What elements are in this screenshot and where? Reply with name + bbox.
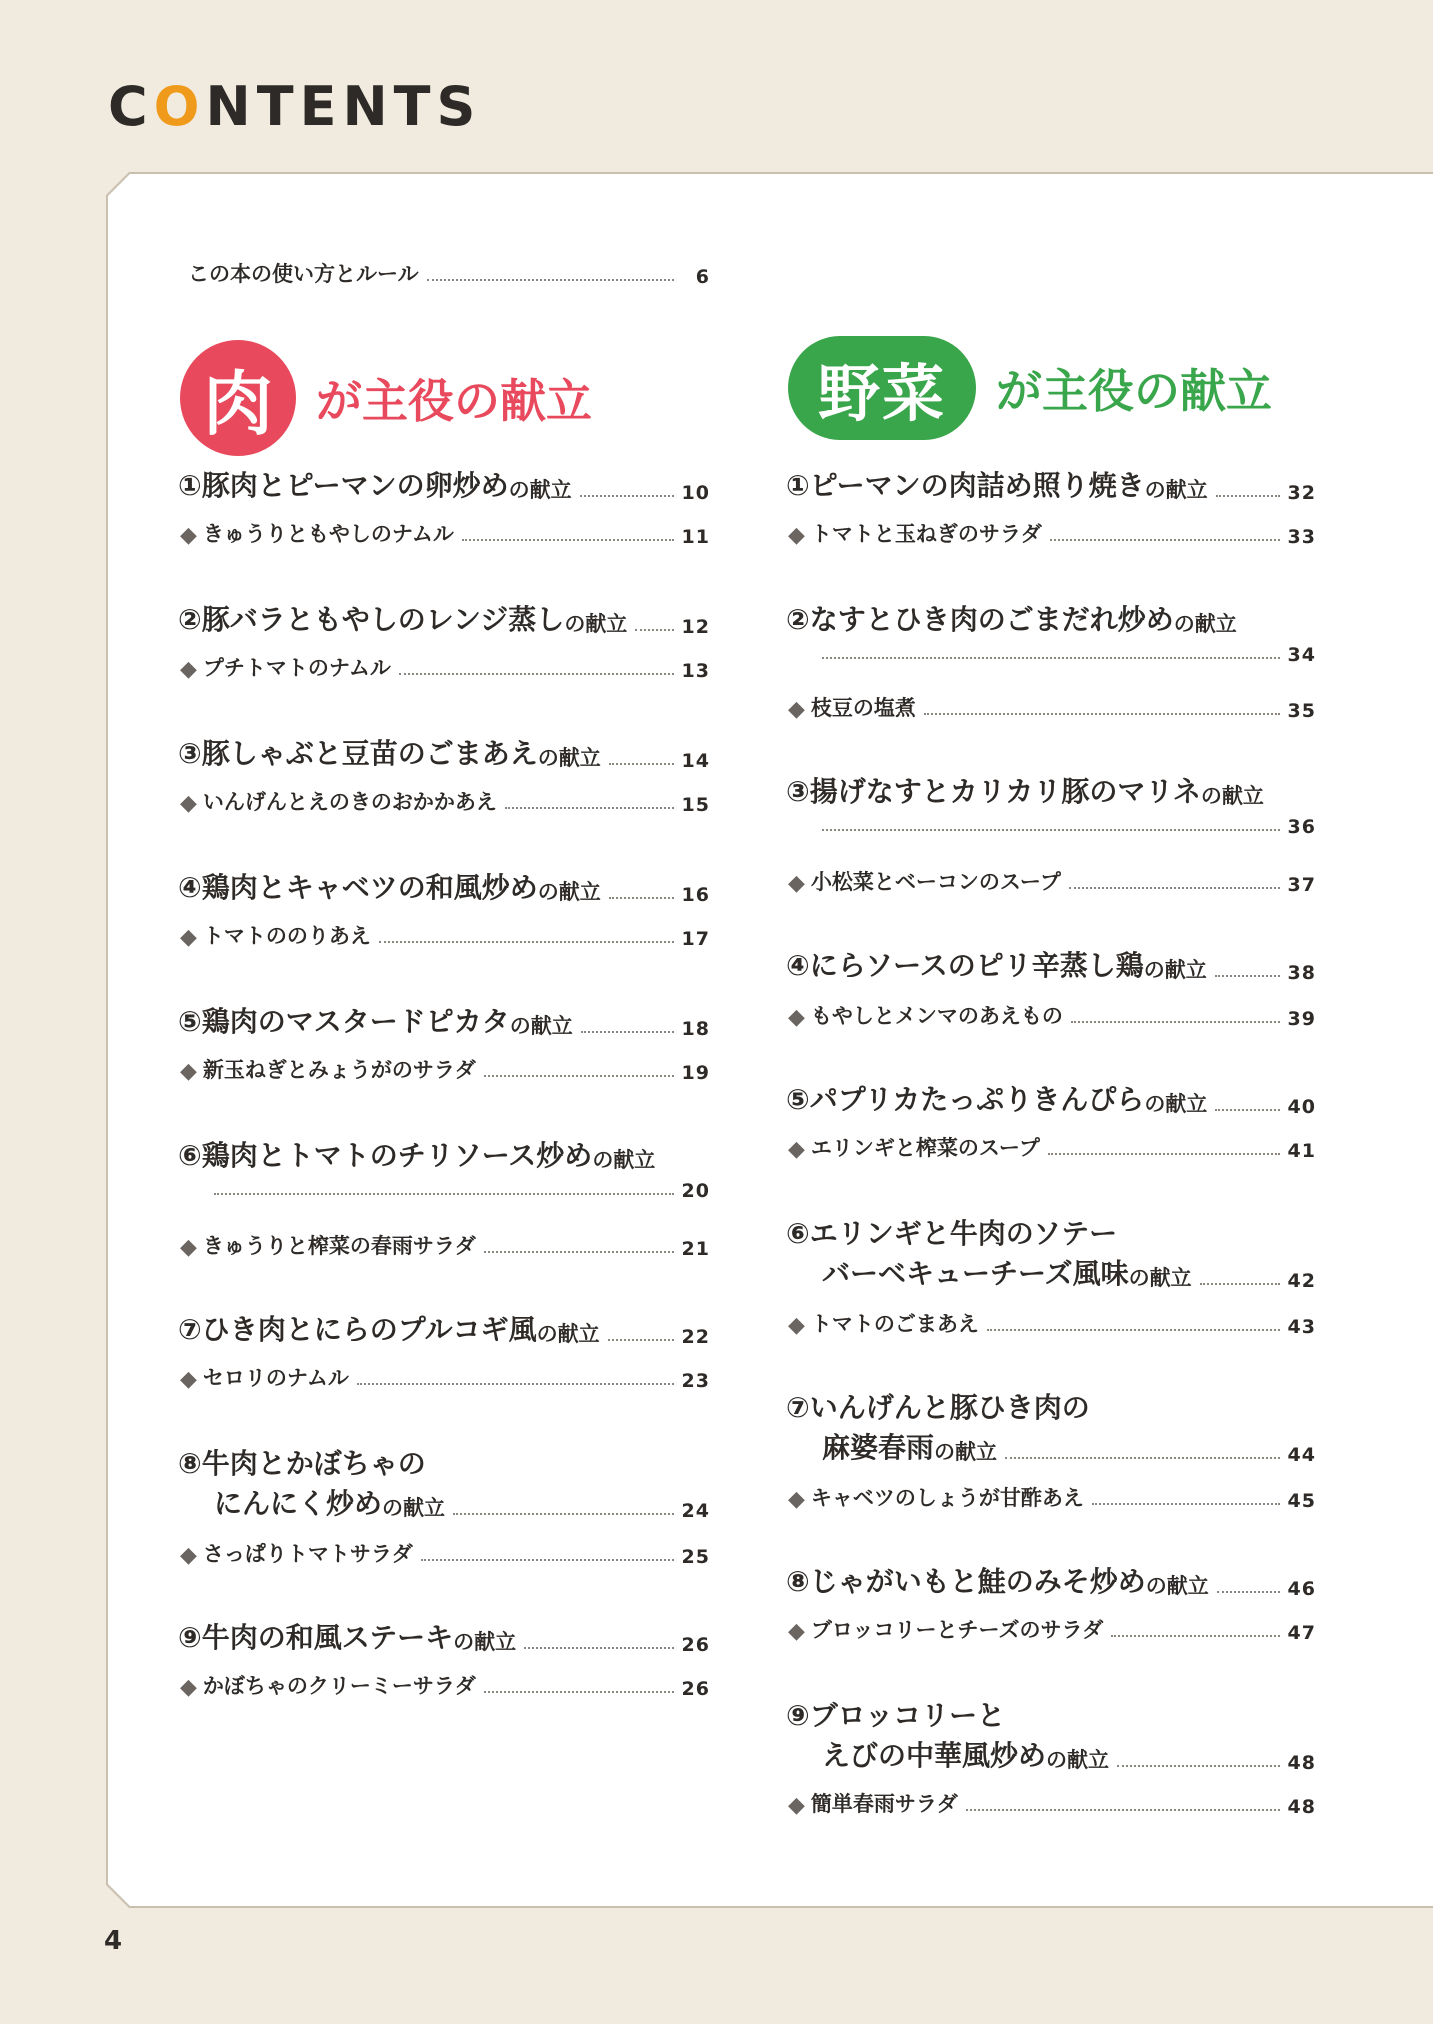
side-dish-row[interactable]: [788, 1132, 1316, 1162]
veg-badge: 野菜: [788, 336, 976, 440]
menu-page-row: [822, 808, 1316, 838]
side-dish-page: 41: [1287, 1140, 1316, 1162]
menu-page-row: [214, 1172, 710, 1202]
dot-leader: [1071, 1021, 1280, 1023]
diamond-icon: ◆: [180, 1367, 197, 1392]
dot-leader: [822, 829, 1280, 831]
side-dish-row[interactable]: [180, 518, 710, 548]
menu-suffix: の献立: [1046, 1748, 1110, 1772]
side-dish-title: きゅうりと榨菜の春雨サラダ: [202, 1234, 476, 1258]
title-o-accent: O: [153, 75, 206, 138]
dot-leader: [1200, 1283, 1280, 1285]
side-dish-title: トマトののりあえ: [202, 924, 371, 948]
menu-row[interactable]: [786, 770, 1264, 810]
menu-suffix: の献立: [536, 1322, 600, 1346]
intro-page: 6: [695, 266, 710, 288]
dot-leader: [1005, 1457, 1280, 1459]
diamond-icon: ◆: [180, 791, 197, 816]
menu-suffix: の献立: [537, 880, 601, 904]
veg-section-title: が主役の献立: [996, 364, 1272, 418]
title-rest: NTENTS: [205, 75, 482, 138]
menu-title: ④鶏肉とキャベツの和風炒め: [178, 871, 538, 904]
menu-suffix: の献立: [1200, 784, 1264, 808]
veg-section-header: [788, 336, 1272, 440]
dot-leader: [635, 629, 673, 631]
diamond-icon: ◆: [788, 1487, 805, 1512]
side-dish-title: 枝豆の塩煮: [810, 696, 916, 720]
menu-suffix: の献立: [1128, 1266, 1192, 1290]
side-dish-page: 19: [681, 1062, 710, 1084]
meat-badge: 肉: [180, 340, 296, 456]
diamond-icon: ◆: [180, 657, 197, 682]
side-dish-page: 33: [1287, 526, 1316, 548]
menu-row[interactable]: [178, 598, 710, 638]
dot-leader: [1215, 1109, 1279, 1111]
dot-leader: [484, 1251, 674, 1253]
side-dish-title: きゅうりともやしのナムル: [202, 522, 454, 546]
side-dish-page: 47: [1287, 1622, 1316, 1644]
dot-leader: [357, 1383, 674, 1385]
meat-section-header: [180, 340, 592, 456]
side-dish-title: 新玉ねぎとみょうがのサラダ: [202, 1058, 476, 1082]
menu-title: ④にらソースのピリ辛蒸し鶏: [786, 949, 1144, 982]
menu-suffix: の献立: [1145, 1574, 1209, 1598]
side-dish-title: セロリのナムル: [202, 1366, 349, 1390]
dot-leader: [421, 1559, 674, 1561]
menu-title: ⑨牛肉の和風ステーキ: [178, 1621, 454, 1654]
menu-row[interactable]: [178, 1134, 655, 1174]
side-dish-title: エリンギと榨菜のスープ: [810, 1136, 1040, 1160]
menu-page: 46: [1287, 1578, 1316, 1600]
dot-leader: [609, 763, 674, 765]
dot-leader: [580, 495, 674, 497]
menu-suffix: の献立: [1144, 1092, 1208, 1116]
diamond-icon: ◆: [180, 523, 197, 548]
side-dish-row[interactable]: [180, 652, 710, 682]
menu-row[interactable]: [178, 1616, 710, 1656]
menu-page: 38: [1287, 962, 1316, 984]
dot-leader: [581, 1031, 674, 1033]
side-dish-row[interactable]: [788, 866, 1316, 896]
menu-suffix: の献立: [1173, 612, 1237, 636]
diamond-icon: ◆: [788, 871, 805, 896]
side-dish-page: 45: [1287, 1490, 1316, 1512]
dot-leader: [1050, 539, 1280, 541]
side-dish-row[interactable]: [788, 1308, 1316, 1338]
side-dish-row[interactable]: [180, 1538, 710, 1568]
dot-leader: [524, 1647, 673, 1649]
side-dish-title: プチトマトのナムル: [202, 656, 391, 680]
side-dish-page: 39: [1287, 1008, 1316, 1030]
dot-leader: [484, 1075, 674, 1077]
side-dish-page: 48: [1287, 1796, 1316, 1818]
side-dish-row[interactable]: [788, 1000, 1316, 1030]
diamond-icon: ◆: [180, 1235, 197, 1260]
side-dish-title: もやしとメンマのあえもの: [810, 1004, 1063, 1028]
side-dish-page: 23: [681, 1370, 710, 1392]
toc-row-intro[interactable]: [188, 258, 710, 288]
side-dish-page: 15: [681, 794, 710, 816]
menu-title-line1: ⑨ブロッコリーと: [786, 1699, 1006, 1732]
menu-title-line1: ⑦いんげんと豚ひき肉の: [786, 1391, 1090, 1424]
dot-leader: [1069, 887, 1280, 889]
side-dish-row[interactable]: [180, 786, 710, 816]
dot-leader: [1117, 1765, 1280, 1767]
menu-page: 44: [1287, 1444, 1316, 1466]
dot-leader: [399, 673, 674, 675]
diamond-icon: ◆: [180, 1675, 197, 1700]
side-dish-row[interactable]: [788, 1788, 1316, 1818]
menu-page: 34: [1287, 644, 1316, 666]
dot-leader: [1048, 1153, 1280, 1155]
menu-row[interactable]: [786, 1560, 1316, 1600]
side-dish-row[interactable]: [788, 1482, 1316, 1512]
side-dish-page: 13: [681, 660, 710, 682]
side-dish-title: 簡単春雨サラダ: [810, 1792, 958, 1816]
menu-title: ⑤パプリカたっぷりきんぴら: [786, 1083, 1145, 1116]
side-dish-title: いんげんとえのきのおかかあえ: [202, 790, 497, 814]
dot-leader: [1111, 1635, 1279, 1637]
menu-page: 40: [1287, 1096, 1316, 1118]
dot-leader: [379, 941, 674, 943]
dot-leader: [966, 1809, 1280, 1811]
menu-page: 14: [681, 750, 710, 772]
menu-row[interactable]: [786, 944, 1316, 984]
menu-row[interactable]: [822, 1734, 1316, 1774]
side-dish-page: 21: [681, 1238, 710, 1260]
menu-page: 18: [681, 1018, 710, 1040]
menu-page: 36: [1287, 816, 1316, 838]
side-dish-row[interactable]: [180, 920, 710, 950]
menu-title: ②豚バラともやしのレンジ蒸し: [178, 603, 565, 636]
dot-leader: [1217, 1591, 1280, 1593]
side-dish-row[interactable]: [180, 1230, 710, 1260]
side-dish-title: トマトのごまあえ: [810, 1312, 979, 1336]
side-dish-title: 小松菜とベーコンのスープ: [810, 870, 1061, 894]
side-dish-title: さっぱりトマトサラダ: [202, 1542, 413, 1566]
menu-suffix: の献立: [509, 1014, 573, 1038]
side-dish-page: 17: [681, 928, 710, 950]
side-dish-row[interactable]: [180, 1670, 710, 1700]
dot-leader: [924, 713, 1280, 715]
side-dish-row[interactable]: [180, 1054, 710, 1084]
menu-suffix: の献立: [934, 1440, 998, 1464]
menu-suffix: の献立: [508, 478, 572, 502]
side-dish-title: キャベツのしょうが甘酢あえ: [810, 1486, 1084, 1510]
menu-page: 26: [681, 1634, 710, 1656]
menu-row[interactable]: [786, 1078, 1316, 1118]
side-dish-row[interactable]: [788, 518, 1316, 548]
menu-row[interactable]: [822, 1426, 1316, 1466]
menu-title-line2: にんにく炒め: [214, 1487, 383, 1520]
menu-suffix: の献立: [1144, 478, 1208, 502]
diamond-icon: ◆: [180, 1059, 197, 1084]
menu-page: 42: [1287, 1270, 1316, 1292]
side-dish-page: 11: [681, 526, 710, 548]
dot-leader: [987, 1329, 1280, 1331]
menu-suffix: の献立: [382, 1496, 446, 1520]
diamond-icon: ◆: [788, 1619, 805, 1644]
menu-suffix: の献立: [564, 612, 628, 636]
menu-title: ⑤鶏肉のマスタードピカタ: [178, 1005, 510, 1038]
menu-page: 24: [681, 1500, 710, 1522]
menu-page: 20: [681, 1180, 710, 1202]
intro-label: この本の使い方とルール: [188, 262, 419, 286]
dot-leader: [453, 1513, 674, 1515]
side-dish-row[interactable]: [788, 692, 1316, 722]
menu-row[interactable]: [822, 1252, 1316, 1292]
menu-title-line2: 麻婆春雨: [822, 1431, 935, 1464]
menu-page: 16: [681, 884, 710, 906]
dot-leader: [462, 539, 674, 541]
diamond-icon: ◆: [180, 1543, 197, 1568]
menu-title: ③揚げなすとカリカリ豚のマリネ: [786, 775, 1201, 808]
side-dish-row[interactable]: [788, 1614, 1316, 1644]
side-dish-title: トマトと玉ねぎのサラダ: [810, 522, 1042, 546]
diamond-icon: ◆: [788, 1005, 805, 1030]
dot-leader: [427, 279, 674, 281]
menu-page-row: [822, 636, 1316, 666]
menu-row[interactable]: [178, 1308, 710, 1348]
menu-title: ③豚しゃぶと豆苗のごまあえ: [178, 737, 538, 770]
menu-row[interactable]: [214, 1482, 710, 1522]
menu-row[interactable]: [786, 464, 1316, 504]
menu-title: ②なすとひき肉のごまだれ炒め: [786, 603, 1174, 636]
meat-section-title: が主役の献立: [316, 374, 592, 428]
menu-title: ①豚肉とピーマンの卵炒め: [178, 469, 509, 502]
dot-leader: [1092, 1503, 1280, 1505]
diamond-icon: ◆: [788, 1313, 805, 1338]
menu-title-line1: ⑥エリンギと牛肉のソテー: [786, 1217, 1118, 1250]
title-c: C: [108, 75, 154, 138]
side-dish-title: かぼちゃのクリーミーサラダ: [202, 1674, 476, 1698]
diamond-icon: ◆: [788, 523, 805, 548]
diamond-icon: ◆: [788, 697, 805, 722]
diamond-icon: ◆: [788, 1793, 805, 1818]
dot-leader: [484, 1691, 674, 1693]
dot-leader: [505, 807, 674, 809]
menu-page: 12: [681, 616, 710, 638]
menu-row[interactable]: [178, 1000, 710, 1040]
side-dish-title: ブロッコリーとチーズのサラダ: [810, 1618, 1104, 1642]
side-dish-page: 35: [1287, 700, 1316, 722]
menu-row[interactable]: [178, 866, 710, 906]
menu-page: 22: [681, 1326, 710, 1348]
menu-page: 48: [1287, 1752, 1316, 1774]
side-dish-page: 43: [1287, 1316, 1316, 1338]
menu-title: ⑧じゃがいもと鮭のみそ炒め: [786, 1565, 1146, 1598]
menu-suffix: の献立: [537, 746, 601, 770]
dot-leader: [214, 1193, 674, 1195]
menu-row[interactable]: [786, 598, 1237, 638]
dot-leader: [1215, 975, 1280, 977]
menu-suffix: の献立: [592, 1148, 656, 1172]
dot-leader: [609, 897, 674, 899]
dot-leader: [1216, 495, 1280, 497]
diamond-icon: ◆: [180, 925, 197, 950]
menu-title-line1: ⑧牛肉とかぼちゃの: [178, 1447, 426, 1480]
menu-row[interactable]: [178, 732, 710, 772]
menu-suffix: の献立: [453, 1630, 517, 1654]
menu-title: ①ピーマンの肉詰め照り焼き: [786, 469, 1145, 502]
menu-title: ⑥鶏肉とトマトのチリソース炒め: [178, 1139, 593, 1172]
page-title: [108, 75, 482, 138]
dot-leader: [822, 657, 1280, 659]
side-dish-page: 37: [1287, 874, 1316, 896]
side-dish-row[interactable]: [180, 1362, 710, 1392]
dot-leader: [608, 1339, 674, 1341]
menu-page: 32: [1287, 482, 1316, 504]
menu-title-line2: えびの中華風炒め: [822, 1739, 1047, 1772]
menu-title-line2: バーベキューチーズ風味: [822, 1257, 1129, 1290]
menu-title: ⑦ひき肉とにらのプルコギ風: [178, 1313, 537, 1346]
side-dish-page: 26: [681, 1678, 710, 1700]
menu-row[interactable]: [178, 464, 710, 504]
menu-suffix: の献立: [1143, 958, 1207, 982]
diamond-icon: ◆: [788, 1137, 805, 1162]
menu-page: 10: [681, 482, 710, 504]
side-dish-page: 25: [681, 1546, 710, 1568]
page-number: 4: [104, 1926, 123, 1956]
